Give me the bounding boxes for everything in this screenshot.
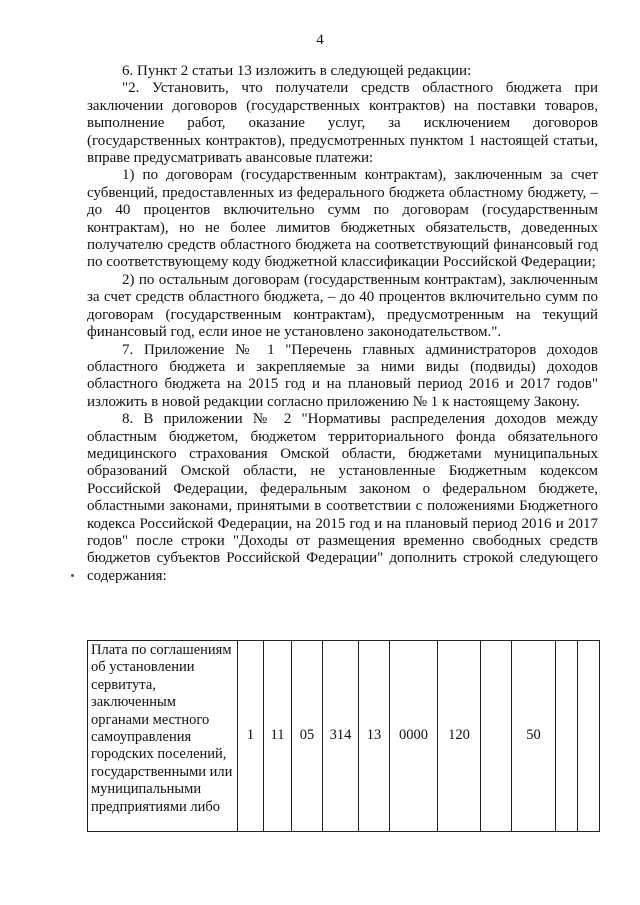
paragraph-item-7: 7. Приложение № 1 "Перечень главных администраторов доходов областного бюджета и закрепляемые за ними виды (подвиды) доходов областного бюджета на 2015 год и на плановый период 2016 и 2017 годов" изложить в новой редакции согласно приложению № 1 к настоящему Закону. <box>87 341 598 410</box>
revenue-table <box>87 640 600 832</box>
table-cell: 50 <box>512 641 556 832</box>
table-row <box>88 641 600 832</box>
table-cell-description: Плата по соглашениям об установлении сервитута, заключенным органами местного самоуправления городских поселений, государственными или муниципальными предприятиями либо <box>88 641 238 832</box>
paragraph-item-8: 8. В приложении № 2 "Нормативы распределения доходов между областным бюджетом, бюджетом территориального фонда обязательного медицинского страхования Омской области, бюджетами муниципальных образований Омской области, не установленные Бюджетным кодексом Российской Федерации, федеральным законом о федеральном бюджете, областными законами, принятыми в соответствии с положениями Бюджетного кодекса Российской Федерации, на 2015 год и на плановый период 2016 и 2017 годов" после строки "Доходы от размещения временно свободных средств бюджетов субъектов Российской Федерации" дополнить строкой следующего содержания: <box>87 411 598 584</box>
paragraph-subclause-2: 2) по остальным договорам (государственным контрактам), заключенным за счет средств областного бюджета, – до 40 процентов включительно сумм по договорам (государственным контрактам), предусмотренным на текущий финансовый год, если иное не установлено законодательством.". <box>87 271 598 341</box>
paragraph-subclause-1: 1) по договорам (государственным контрактам), заключенным за счет субвенций, предоставленных из федерального бюджета областному бюджету, – до 40 процентов включительно сумм по договорам (государственным контрактам), но не более лимитов бюджетных обязательств, доведенных получателю средств областного бюджета на соответствующий финансовый год по соответствующему коду бюджетной классификации Российской Федерации; <box>87 167 598 271</box>
table-cell <box>578 641 600 832</box>
paragraph-item-6: 6. Пункт 2 статьи 13 изложить в следующей редакции: <box>122 63 472 79</box>
table-cell: 11 <box>264 641 292 832</box>
table-cell: 13 <box>359 641 390 832</box>
table-cell: 0000 <box>390 641 438 832</box>
table-cell: 05 <box>292 641 323 832</box>
paragraph-clause-2: "2. Установить, что получатели средств областного бюджета при заключении договоров (государственных контрактов) на поставки товаров, выполнение работ, оказание услуг, за исключением договоров (государственных контрактов), предусмотренных пунктом 1 настоящей статьи, вправе предусматривать авансовые платежи: <box>87 80 598 167</box>
table-cell <box>481 641 512 832</box>
table-cell: 314 <box>323 641 359 832</box>
document-body <box>87 63 598 585</box>
table-cell: 1 <box>238 641 264 832</box>
table-cell <box>556 641 578 832</box>
page-number: 4 <box>316 32 324 48</box>
margin-mark <box>71 574 74 577</box>
table-cell: 120 <box>438 641 481 832</box>
